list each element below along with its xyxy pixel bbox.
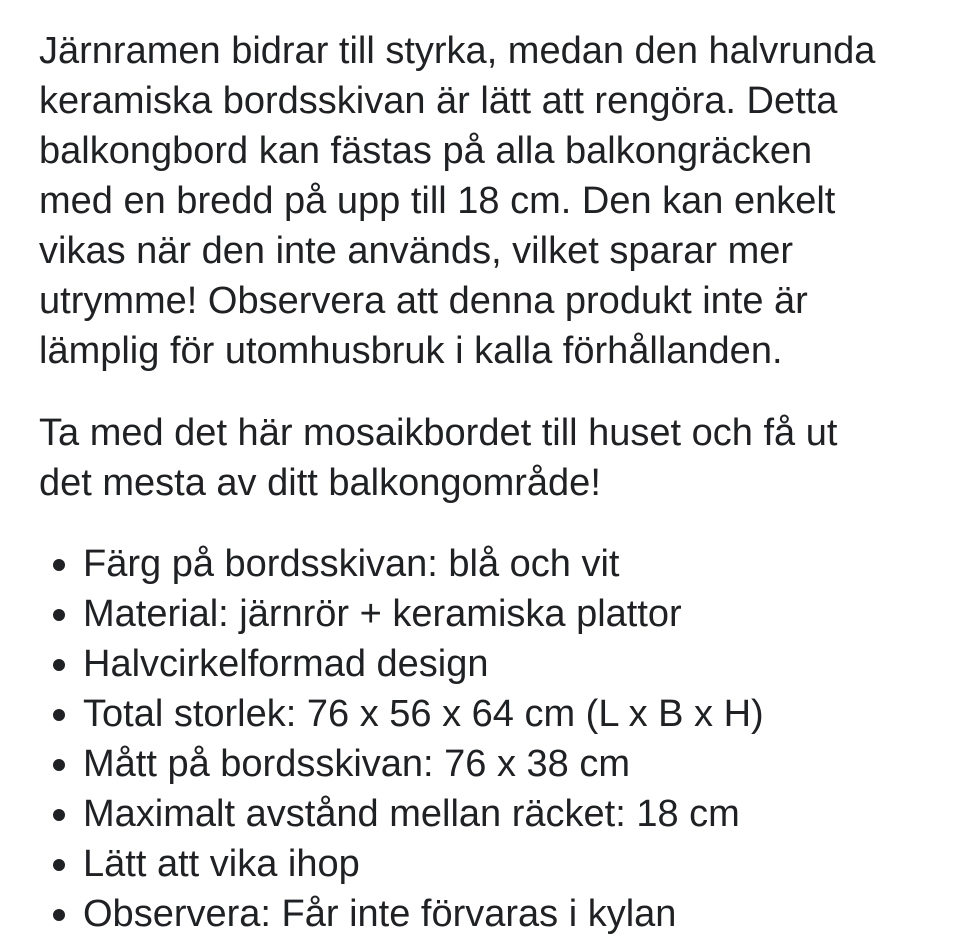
bullet-icon (53, 809, 65, 821)
spec-list (39, 539, 930, 939)
bullet-icon (53, 909, 65, 921)
spec-text: Färg på bordsskivan: blå och vit (83, 543, 620, 585)
list-item (39, 889, 930, 939)
spec-text: Total storlek: 76 x 56 x 64 cm (L x B x H) (83, 693, 764, 735)
spec-text: Lätt att vika ihop (83, 843, 360, 885)
bullet-icon (53, 609, 65, 621)
spec-text: Halvcirkelformad design (83, 643, 489, 685)
list-item (39, 739, 930, 789)
spec-text: Maximalt avstånd mellan räcket: 18 cm (83, 793, 740, 835)
bullet-icon (53, 709, 65, 721)
list-item (39, 589, 930, 639)
list-item (39, 839, 930, 889)
spec-text: Material: järnrör + keramiska plattor (83, 593, 682, 635)
list-item (39, 539, 930, 589)
bullet-icon (53, 559, 65, 571)
list-item (39, 689, 930, 739)
spec-text: Mått på bordsskivan: 76 x 38 cm (83, 743, 631, 785)
bullet-icon (53, 859, 65, 871)
spec-text: Observera: Får inte förvaras i kylan (83, 893, 677, 935)
description-paragraph: Ta med det här mosaikbordet till huset och få ut det mesta av ditt balkongområde! (39, 412, 838, 504)
bullet-icon (53, 659, 65, 671)
list-item (39, 789, 930, 839)
bullet-icon (53, 759, 65, 771)
list-item (39, 639, 930, 689)
description-paragraph: Järnramen bidrar till styrka, medan den halvrunda keramiska bordsskivan är lätt att rengöra. Detta balkongbord kan fästas på alla balkongräcken med en bredd på upp till 18 cm. Den kan enkelt vikas när den inte används, vilket sparar mer utrymme! Observera att denna produkt inte är lämplig för utomhusbruk i kalla förhållanden. (39, 30, 876, 372)
